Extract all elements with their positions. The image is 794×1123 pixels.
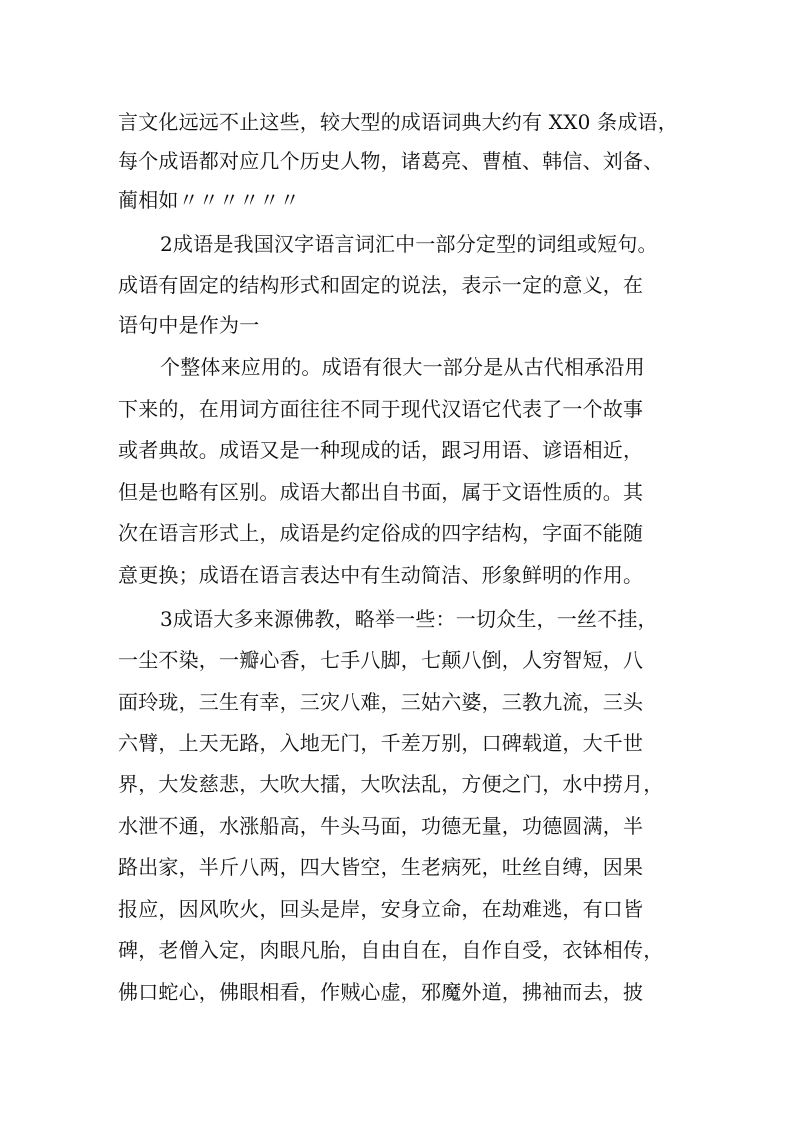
text-line: 一尘不染，一瓣心香，七手八脚，七颠八倒，人穷智短，八 (118, 648, 644, 672)
paragraph-3-first-line: 3成语大多来源佛教，略举一些：一切众生，一丝不挂， (160, 607, 658, 631)
text-line: 水泄不通，水涨船高，牛头马面，功德无量，功德圆满，半 (118, 814, 644, 838)
text-line: 或者典故。成语又是一种现成的话，跟习用语、谚语相近， (118, 438, 644, 462)
text-line: 但是也略有区别。成语大都出自书面，属于文语性质的。其 (118, 480, 644, 504)
text-line: 个整体来应用的。成语有很大一部分是从古代相承沿用 (160, 355, 645, 379)
text-line: 碑，老僧入定，肉眼凡胎，自由自在，自作自受，衣钵相传， (118, 938, 664, 962)
text-line: 次在语言形式上，成语是约定俗成的四字结构，字面不能随 (118, 521, 644, 545)
text-line: 成语有固定的结构形式和固定的说法，表示一定的意义，在 (118, 273, 644, 297)
text-line: 语句中是作为一 (118, 313, 260, 337)
text-line: 下来的，在用词方面往往不同于现代汉语它代表了一个故事 (118, 397, 644, 421)
text-line: 面玲珑，三生有幸，三灾八难，三姑六婆，三教九流，三头 (118, 690, 644, 714)
paragraph-2-first-line: 2成语是我国汉字语言词汇中一部分定型的词组或短句。 (160, 232, 658, 256)
text-line: 意更换；成语在语言表达中有生动简洁、形象鲜明的作用。 (118, 563, 644, 587)
text-line: 言文化远远不止这些，较大型的成语词典大约有 XX0 条成语， (118, 110, 678, 134)
text-line: 每个成语都对应几个历史人物，诸葛亮、曹植、韩信、刘备、 (118, 149, 664, 173)
text-line: 报应，因风吹火，回头是岸，安身立命，在劫难逃，有口皆 (118, 897, 644, 921)
text-line: 佛口蛇心，佛眼相看，作贼心虚，邪魔外道，拂袖而去，披 (118, 980, 644, 1004)
text-line: 六臂，上天无路，入地无门，千差万别，口碑载道，大千世 (118, 731, 644, 755)
text-line: 路出家，半斤八两，四大皆空，生老病死，吐丝自缚，因果 (118, 855, 644, 879)
text-line: 蔺相如〃〃〃〃〃〃 (118, 188, 300, 212)
text-line: 界，大发慈悲，大吹大擂，大吹法乱，方便之门，水中捞月， (118, 772, 664, 796)
